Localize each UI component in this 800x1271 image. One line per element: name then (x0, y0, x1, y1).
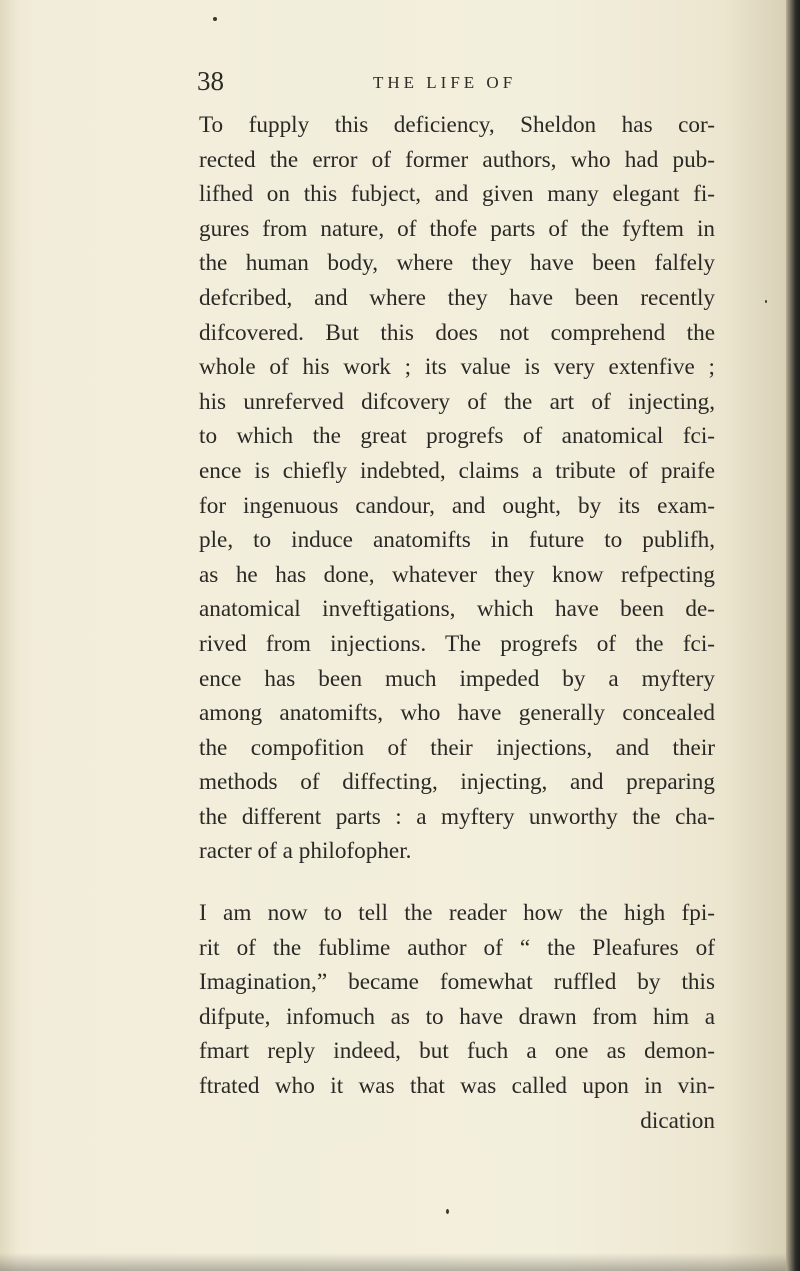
ink-speck (765, 300, 767, 303)
paragraph-2 (199, 896, 715, 1138)
text-line: Imagination,” became fomewhat ruffled by this (199, 969, 715, 996)
text-line: fmart reply indeed, but fuch a one as demon- (199, 1038, 715, 1065)
text-line: ence has been much impeded by a myftery (199, 665, 715, 692)
text-line: ple, to induce anatomifts in future to publifh, (199, 527, 715, 554)
text-line: his unreferved difcovery of the art of injecting, (199, 388, 715, 415)
page-header (0, 62, 786, 102)
body-text (199, 108, 715, 1138)
ink-speck (446, 1209, 449, 1214)
text-line: rived from injections. The progrefs of the fci- (199, 630, 715, 657)
text-line: I am now to tell the reader how the high fpi- (199, 900, 715, 927)
text-line: rit of the fublime author of “ the Pleafures of (199, 934, 715, 961)
text-line: the human body, where they have been falfely (199, 250, 715, 277)
book-spine-shadow (786, 0, 800, 1271)
ink-speck (213, 17, 217, 21)
page-edge-shading (0, 0, 36, 1271)
text-line: defcribed, and where they have been recently (199, 284, 715, 311)
text-line: racter of a philofopher. (199, 838, 412, 865)
text-line: rected the error of former authors, who had pub- (199, 146, 715, 173)
text-line: the different parts : a myftery unworthy the cha- (199, 803, 715, 830)
page-number: 38 (197, 66, 224, 96)
paragraph-gap (199, 869, 715, 896)
text-line: to which the great progrefs of anatomical fci- (199, 423, 715, 450)
running-head: THE LIFE OF (373, 73, 517, 92)
text-line: anatomical inveftigations, which have been de- (199, 596, 715, 623)
text-line: To fupply this deficiency, Sheldon has cor- (199, 112, 715, 138)
text-line: whole of his work ; its value is very extenfive ; (199, 354, 715, 381)
text-line: ence is chiefly indebted, claims a tribute of praife (199, 457, 715, 484)
text-line: difcovered. But this does not comprehend the (199, 319, 715, 346)
text-line: ftrated who it was that was called upon in vin- (199, 1073, 715, 1100)
text-line: for ingenuous candour, and ought, by its exam- (199, 492, 715, 519)
text-line: lifhed on this fubject, and given many elegant fi- (199, 181, 715, 208)
text-line: methods of diffecting, injecting, and preparing (199, 769, 715, 796)
page-bottom-shading (0, 1253, 786, 1271)
text-line: difpute, infomuch as to have drawn from him a (199, 1003, 715, 1030)
catchword: dication (640, 1107, 715, 1134)
text-line: gures from nature, of thofe parts of the fyftem in (199, 215, 715, 242)
paragraph-1 (199, 108, 715, 869)
text-line: the compofition of their injections, and their (199, 734, 715, 761)
text-line: as he has done, whatever they know refpecting (199, 561, 715, 588)
text-line: among anatomifts, who have generally concealed (199, 700, 715, 727)
